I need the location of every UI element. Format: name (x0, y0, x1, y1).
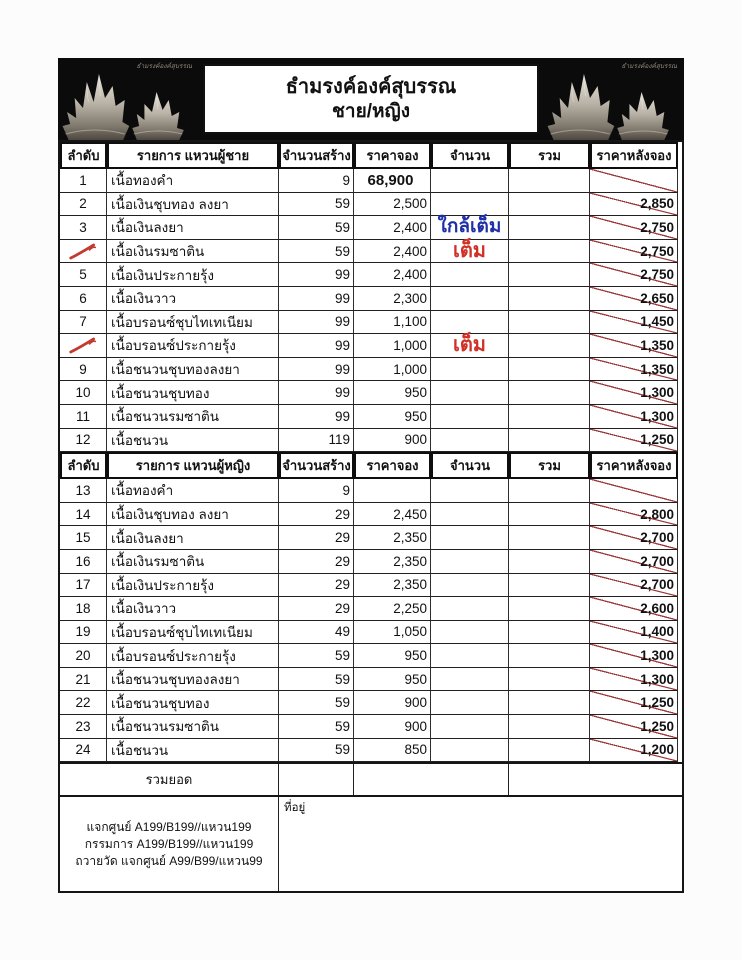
cell-made: 9 (279, 169, 354, 193)
cell-booking-price: 1,050 (354, 621, 431, 645)
after-booking-price: 1,300 (640, 408, 674, 424)
cell-made: 49 (279, 621, 354, 645)
cell-total (509, 621, 590, 645)
cell-qty (431, 526, 509, 550)
cell-qty (431, 715, 509, 739)
cell-booking-price: 1,000 (354, 334, 431, 358)
cell-qty (431, 287, 509, 311)
table-header-row (60, 452, 682, 479)
table-row (60, 597, 682, 621)
cell-no: 6 (60, 287, 107, 311)
table-row (60, 334, 682, 358)
after-booking-price: 1,350 (640, 337, 674, 353)
cell-qty (431, 597, 509, 621)
order-sheet (58, 58, 684, 893)
cell-item: เนื้อชนวน (107, 429, 279, 453)
cell-made: 9 (279, 479, 354, 503)
cell-after-price (590, 574, 678, 598)
cell-no: 3 (60, 216, 107, 240)
column-header: จำนวนสร้าง (279, 142, 354, 169)
table-row (60, 739, 682, 763)
cell-after-price (590, 334, 678, 358)
column-header: รายการ แหวนผู้ชาย (107, 142, 279, 169)
cell-after-price (590, 479, 678, 503)
table-header-row (60, 142, 682, 169)
after-booking-price: 2,700 (640, 530, 674, 546)
after-booking-price: 1,250 (640, 718, 674, 734)
cell-made: 59 (279, 715, 354, 739)
cell-no: 16 (60, 550, 107, 574)
cell-item: เนื้อชนวนชุบทองลงยา (107, 668, 279, 692)
column-header: รายการ แหวนผู้หญิง (107, 452, 279, 479)
totals-row (58, 762, 684, 797)
table-row (60, 621, 682, 645)
cell-item: เนื้อทองคำ (107, 169, 279, 193)
cell-no: 7 (60, 311, 107, 335)
table-row (60, 574, 682, 598)
table-row (60, 503, 682, 527)
cell-total (509, 193, 590, 217)
after-booking-price: 1,300 (640, 671, 674, 687)
cell-total (509, 169, 590, 193)
cell-qty (431, 644, 509, 668)
cell-no: 11 (60, 405, 107, 429)
column-header: จำนวนสร้าง (279, 452, 354, 479)
cell-booking-price: 950 (354, 381, 431, 405)
cell-after-price (590, 240, 678, 264)
table-row (60, 287, 682, 311)
table-row (60, 526, 682, 550)
cell-no: 24 (60, 739, 107, 763)
cell-made: 59 (279, 216, 354, 240)
cell-total (509, 358, 590, 382)
cell-made: 59 (279, 193, 354, 217)
table-men (58, 140, 684, 452)
cell-made: 29 (279, 503, 354, 527)
cell-item: เนื้อบรอนซ์ชุบไทเทเนียม (107, 621, 279, 645)
table-row (60, 429, 682, 453)
cell-no: 5 (60, 263, 107, 287)
panel-caption: ธำมรงค์องค์สุบรรณ (621, 63, 677, 70)
cell-total (509, 550, 590, 574)
title-line2: ชาย/หญิง (332, 101, 410, 122)
cell-total (509, 479, 590, 503)
cell-item: เนื้อเงินลงยา (107, 216, 279, 240)
totals-made-cell (279, 764, 354, 795)
cell-item: เนื้อบรอนซ์ชุบไทเทเนียม (107, 311, 279, 335)
cell-total (509, 216, 590, 240)
column-header: รวม (509, 452, 590, 479)
after-booking-price: 2,600 (640, 600, 674, 616)
red-pen-mark-icon (65, 242, 101, 261)
cell-booking-price: 1,000 (354, 358, 431, 382)
cell-no: 12 (60, 429, 107, 453)
cell-booking-price: 1,100 (354, 311, 431, 335)
table-row (60, 715, 682, 739)
cell-after-price (590, 739, 678, 763)
panel-caption: ธำมรงค์องค์สุบรรณ (136, 63, 192, 70)
cell-total (509, 381, 590, 405)
garuda-ornament-icon (58, 68, 199, 140)
cell-total (509, 668, 590, 692)
cell-item: เนื้อเงินรมซาติน (107, 550, 279, 574)
cell-total (509, 574, 590, 598)
cell-item: เนื้อเงินชุบทอง ลงยา (107, 503, 279, 527)
cell-total (509, 405, 590, 429)
cell-qty (431, 503, 509, 527)
cell-after-price (590, 621, 678, 645)
cell-booking-price: 950 (354, 644, 431, 668)
cell-qty (431, 691, 509, 715)
cell-item: เนื้อชนวนรมซาติน (107, 715, 279, 739)
cell-after-price (590, 644, 678, 668)
cell-made: 99 (279, 263, 354, 287)
cell-item: เนื้อเงินประกายรุ้ง (107, 574, 279, 598)
note-line: แจกศูนย์ A199/B199//แหวน199 (86, 819, 252, 834)
cell-qty (431, 193, 509, 217)
cell-made: 99 (279, 334, 354, 358)
cell-made: 119 (279, 429, 354, 453)
note-line: กรรมการ A199/B199//แหวน199 (84, 836, 254, 851)
cell-made: 59 (279, 644, 354, 668)
cell-item: เนื้อเงินลงยา (107, 526, 279, 550)
cell-after-price (590, 715, 678, 739)
table-row (60, 550, 682, 574)
table-row (60, 479, 682, 503)
column-header: ราคาจอง (354, 142, 431, 169)
cell-after-price (590, 358, 678, 382)
cell-booking-price (354, 479, 431, 503)
cell-booking-price: 2,350 (354, 526, 431, 550)
column-header: จำนวน (431, 452, 509, 479)
handwritten-status-note: ใกล้เต็ม (437, 216, 502, 238)
cell-booking-price: 950 (354, 668, 431, 692)
column-header: จำนวน (431, 142, 509, 169)
cell-no: 13 (60, 479, 107, 503)
cell-item: เนื้อเงินชุบทอง ลงยา (107, 193, 279, 217)
column-header: ราคาหลังจอง (590, 452, 678, 479)
cell-made: 59 (279, 739, 354, 763)
red-pen-mark-icon (65, 336, 101, 355)
cell-after-price (590, 169, 678, 193)
cell-no: 19 (60, 621, 107, 645)
table-row (60, 263, 682, 287)
after-booking-price: 1,350 (640, 361, 674, 377)
after-booking-price: 1,300 (640, 648, 674, 664)
totals-price-cell (354, 764, 509, 795)
column-header: รวม (509, 142, 590, 169)
cell-total (509, 715, 590, 739)
column-header: ลำดับ (60, 452, 107, 479)
cell-after-price (590, 263, 678, 287)
cell-item: เนื้อบรอนซ์ประกายรุ้ง (107, 334, 279, 358)
totals-label-cell: รวมยอด (60, 764, 279, 795)
cell-made: 29 (279, 550, 354, 574)
cell-total (509, 597, 590, 621)
cell-no: 14 (60, 503, 107, 527)
cell-booking-price: 2,250 (354, 597, 431, 621)
cell-made: 99 (279, 405, 354, 429)
cell-no (60, 240, 107, 264)
cell-no: 1 (60, 169, 107, 193)
cell-qty (431, 550, 509, 574)
table-row (60, 644, 682, 668)
after-booking-price: 1,400 (640, 624, 674, 640)
title-line1: ธำมรงค์องค์สุบรรณ (285, 76, 457, 98)
cell-no: 23 (60, 715, 107, 739)
footer-row (58, 797, 684, 893)
cell-item: เนื้อทองคำ (107, 479, 279, 503)
cell-after-price (590, 597, 678, 621)
cell-after-price (590, 429, 678, 453)
after-booking-price: 2,700 (640, 553, 674, 569)
cell-total (509, 334, 590, 358)
cell-total (509, 311, 590, 335)
after-booking-price: 2,800 (640, 506, 674, 522)
cell-booking-price: 2,400 (354, 240, 431, 264)
cell-after-price (590, 287, 678, 311)
cell-qty (431, 263, 509, 287)
address-label: ที่อยู่ (284, 802, 306, 815)
cell-qty (431, 169, 509, 193)
cell-booking-price: 2,500 (354, 193, 431, 217)
cell-after-price (590, 550, 678, 574)
header-image-left (58, 58, 199, 140)
table-row (60, 216, 682, 240)
cell-made: 29 (279, 597, 354, 621)
column-header: ราคาหลังจอง (590, 142, 678, 169)
after-booking-price: 2,750 (640, 267, 674, 283)
cell-qty (431, 621, 509, 645)
table-row (60, 381, 682, 405)
price-notes (60, 797, 279, 891)
cell-item: เนื้อเงินวาว (107, 287, 279, 311)
cell-after-price (590, 311, 678, 335)
table-row (60, 240, 682, 264)
cell-booking-price: 950 (354, 405, 431, 429)
cell-booking-price: 900 (354, 691, 431, 715)
after-booking-price: 1,450 (640, 314, 674, 330)
garuda-ornament-icon (543, 68, 684, 140)
cell-qty (431, 381, 509, 405)
cell-item: เนื้อชนวนรมซาติน (107, 405, 279, 429)
after-booking-price: 2,750 (640, 243, 674, 259)
cell-item: เนื้อชนวนชุบทอง (107, 691, 279, 715)
cell-total (509, 240, 590, 264)
cell-after-price (590, 381, 678, 405)
table-row (60, 193, 682, 217)
cell-after-price (590, 193, 678, 217)
note-line: ถวายวัด แจกศูนย์ A99/B99/แหวน99 (75, 853, 263, 868)
after-booking-price: 2,850 (640, 196, 674, 212)
cell-booking-price: 850 (354, 739, 431, 763)
after-booking-price: 1,200 (640, 742, 674, 758)
cell-after-price (590, 405, 678, 429)
after-booking-price: 1,250 (640, 695, 674, 711)
cell-no: 21 (60, 668, 107, 692)
cell-total (509, 644, 590, 668)
cell-qty (431, 668, 509, 692)
cell-no (60, 334, 107, 358)
header (58, 58, 684, 140)
cell-after-price (590, 668, 678, 692)
cell-item: เนื้อชนวนชุบทอง (107, 381, 279, 405)
cell-made: 99 (279, 381, 354, 405)
page-title (203, 64, 539, 134)
cell-made: 59 (279, 240, 354, 264)
cell-qty (431, 358, 509, 382)
cell-no: 10 (60, 381, 107, 405)
cell-booking-price: 900 (354, 715, 431, 739)
cell-qty (431, 429, 509, 453)
cell-made: 99 (279, 311, 354, 335)
cell-booking-price: 2,350 (354, 574, 431, 598)
cell-no: 2 (60, 193, 107, 217)
cell-item: เนื้อบรอนซ์ประกายรุ้ง (107, 644, 279, 668)
cell-qty (431, 574, 509, 598)
column-header: ลำดับ (60, 142, 107, 169)
cell-booking-price: 2,400 (354, 263, 431, 287)
cell-after-price (590, 691, 678, 715)
cell-total (509, 739, 590, 763)
cell-qty (431, 479, 509, 503)
cell-booking-price: 68,900 (354, 169, 431, 193)
totals-sum-cell (509, 764, 678, 795)
cell-no: 15 (60, 526, 107, 550)
after-booking-price: 1,300 (640, 385, 674, 401)
table-row (60, 358, 682, 382)
table-row (60, 169, 682, 193)
cell-qty (431, 739, 509, 763)
address-cell (279, 797, 682, 891)
table-row (60, 405, 682, 429)
after-booking-price: 2,700 (640, 577, 674, 593)
handwritten-status-note: เต็ม (452, 334, 486, 357)
cell-qty (431, 216, 509, 240)
handwritten-status-note: เต็ม (452, 240, 486, 263)
table-row (60, 691, 682, 715)
cell-total (509, 429, 590, 453)
cell-item: เนื้อชนวนชุบทองลงยา (107, 358, 279, 382)
cell-qty (431, 311, 509, 335)
cell-item: เนื้อชนวน (107, 739, 279, 763)
cell-booking-price: 2,400 (354, 216, 431, 240)
cell-total (509, 503, 590, 527)
cell-made: 59 (279, 668, 354, 692)
cell-after-price (590, 216, 678, 240)
cell-no: 9 (60, 358, 107, 382)
cell-total (509, 691, 590, 715)
table-row (60, 668, 682, 692)
price-tables (58, 140, 684, 762)
cell-qty (431, 405, 509, 429)
cell-booking-price: 2,300 (354, 287, 431, 311)
column-header: ราคาจอง (354, 452, 431, 479)
cell-made: 59 (279, 691, 354, 715)
after-booking-price: 2,650 (640, 290, 674, 306)
cell-item: เนื้อเงินวาว (107, 597, 279, 621)
cell-total (509, 263, 590, 287)
table-women (58, 452, 684, 762)
cell-made: 99 (279, 287, 354, 311)
cell-booking-price: 900 (354, 429, 431, 453)
cell-booking-price: 2,350 (354, 550, 431, 574)
cell-no: 17 (60, 574, 107, 598)
cell-made: 29 (279, 574, 354, 598)
table-row (60, 311, 682, 335)
after-booking-price: 2,750 (640, 219, 674, 235)
cell-total (509, 526, 590, 550)
cell-no: 18 (60, 597, 107, 621)
cell-booking-price: 2,450 (354, 503, 431, 527)
cell-qty (431, 240, 509, 264)
cell-after-price (590, 526, 678, 550)
cell-qty (431, 334, 509, 358)
cell-after-price (590, 503, 678, 527)
header-image-right (543, 58, 684, 140)
cell-no: 20 (60, 644, 107, 668)
cell-made: 99 (279, 358, 354, 382)
cell-no: 22 (60, 691, 107, 715)
cell-item: เนื้อเงินประกายรุ้ง (107, 263, 279, 287)
cell-item: เนื้อเงินรมซาติน (107, 240, 279, 264)
after-booking-price: 1,250 (640, 432, 674, 448)
cell-made: 29 (279, 526, 354, 550)
cell-total (509, 287, 590, 311)
